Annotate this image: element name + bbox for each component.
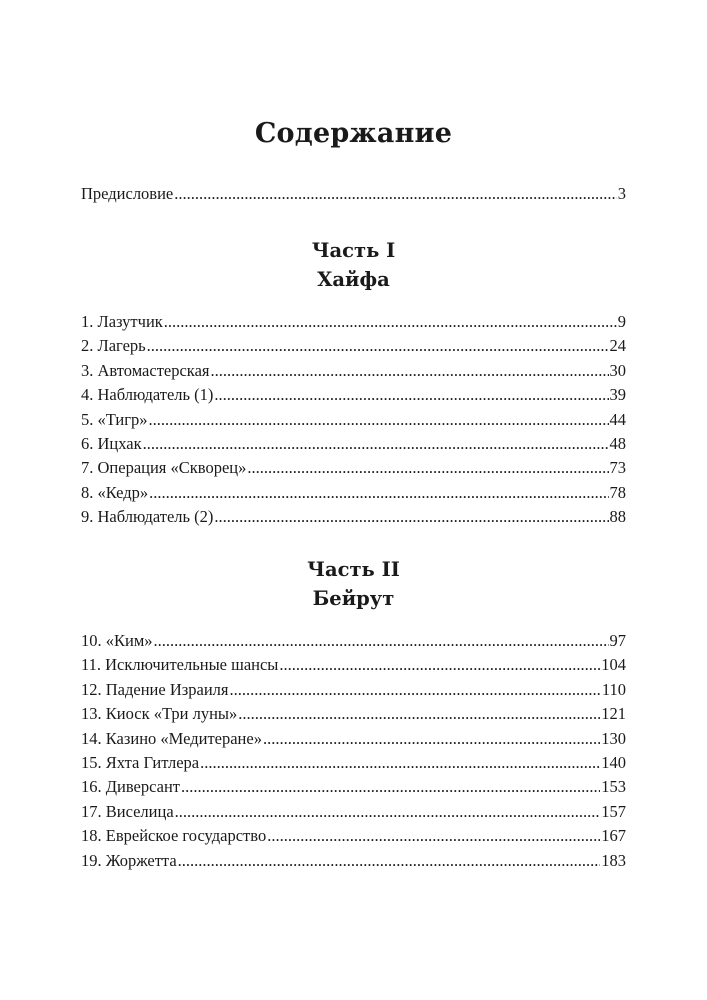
toc-entry[interactable] — [81, 312, 626, 336]
toc-entry-label: 14. Казино «Медитеране» — [81, 728, 262, 748]
dot-leader — [154, 631, 609, 651]
toc-entry-page: 167 — [601, 826, 626, 846]
part-1-heading — [0, 236, 707, 294]
toc-entry[interactable] — [81, 507, 626, 531]
toc-entry-page: 183 — [601, 850, 626, 870]
part-2-name: Бейрут — [312, 587, 395, 610]
dot-leader — [147, 336, 609, 356]
toc-entry-page: 73 — [609, 458, 626, 478]
toc-entry-page: 153 — [601, 777, 626, 797]
dot-leader — [200, 753, 600, 773]
toc-entry-page: 130 — [601, 728, 626, 748]
toc-entry-label: 10. «Ким» — [81, 631, 153, 650]
toc-entry-page: 110 — [601, 679, 626, 699]
toc-entry-label: 13. Киоск «Три луны» — [81, 704, 238, 724]
toc-entry[interactable] — [81, 802, 626, 826]
toc-entry-page: 157 — [601, 801, 626, 821]
toc-entry[interactable] — [81, 483, 626, 507]
toc-entry-page: 78 — [609, 482, 626, 502]
part-2-label: Часть II — [307, 558, 400, 581]
dot-leader — [279, 655, 600, 675]
toc-entry-page: 48 — [609, 433, 626, 453]
toc-entry-label: 1. Лазутчик — [81, 312, 163, 331]
toc-entry-page: 9 — [617, 312, 626, 331]
dot-leader — [267, 826, 600, 846]
toc-entry-label: 7. Операция «Скворец» — [81, 458, 247, 478]
toc-entry-label: Предисловие — [81, 184, 174, 203]
dot-leader — [149, 410, 609, 430]
toc-entry-page: 30 — [609, 360, 626, 380]
dot-leader — [238, 704, 600, 724]
toc-entry-label: 18. Еврейское государство — [81, 826, 267, 846]
toc-entry-label: 15. Яхта Гитлера — [81, 752, 200, 772]
toc-entry-label: 16. Диверсант — [81, 777, 180, 797]
toc-entry[interactable] — [81, 729, 626, 753]
part-2-chapters — [81, 631, 626, 875]
dot-leader — [175, 802, 601, 822]
toc-entry[interactable] — [81, 361, 626, 385]
preface-block — [81, 184, 626, 208]
toc-entry-label: 4. Наблюдатель (1) — [81, 385, 214, 405]
dot-leader — [149, 483, 608, 503]
toc-entry[interactable] — [81, 458, 626, 482]
dot-leader — [214, 385, 608, 405]
toc-entry[interactable] — [81, 434, 626, 458]
toc-entry[interactable] — [81, 704, 626, 728]
toc-entry-page: 88 — [609, 507, 626, 527]
part-1-name: Хайфа — [317, 268, 390, 291]
dot-leader — [214, 507, 608, 527]
toc-entry-label: 12. Падение Израиля — [81, 679, 229, 699]
toc-entry[interactable] — [81, 655, 626, 679]
toc-entry-page: 97 — [609, 631, 626, 650]
toc-entry-label: 8. «Кедр» — [81, 482, 149, 502]
toc-entry-label: 5. «Тигр» — [81, 409, 148, 429]
toc-entry-label: 6. Ицхак — [81, 433, 142, 453]
toc-entry-label: 19. Жоржетта — [81, 850, 177, 870]
toc-entry-label: 17. Виселица — [81, 801, 174, 821]
toc-entry-page: 3 — [617, 184, 626, 203]
toc-entry[interactable] — [81, 336, 626, 360]
dot-leader — [143, 434, 609, 454]
dot-leader — [164, 312, 617, 332]
dot-leader — [247, 458, 608, 478]
toc-entry-page: 24 — [609, 336, 626, 356]
dot-leader — [181, 777, 600, 797]
toc-entry-page: 104 — [601, 655, 626, 675]
toc-entry[interactable] — [81, 826, 626, 850]
dot-leader — [178, 851, 601, 871]
toc-entry[interactable] — [81, 385, 626, 409]
part-1-chapters — [81, 312, 626, 532]
toc-entry-label: 9. Наблюдатель (2) — [81, 507, 214, 527]
toc-entry-label: 11. Исключительные шансы — [81, 655, 279, 675]
toc-entry-page: 44 — [609, 409, 626, 429]
toc-entry-preface[interactable] — [81, 184, 626, 208]
toc-entry[interactable] — [81, 631, 626, 655]
toc-entry-page: 39 — [609, 385, 626, 405]
toc-entry-label: 2. Лагерь — [81, 336, 146, 356]
dot-leader — [211, 361, 609, 381]
toc-entry[interactable] — [81, 410, 626, 434]
toc-entry[interactable] — [81, 777, 626, 801]
dot-leader — [263, 729, 600, 749]
part-1-label: Часть I — [311, 239, 396, 262]
toc-entry[interactable] — [81, 851, 626, 875]
dot-leader — [174, 184, 617, 204]
page-title: Содержание — [254, 118, 453, 149]
toc-entry-label: 3. Автомастерская — [81, 360, 210, 380]
part-2-heading — [0, 555, 707, 613]
toc-entry-page: 140 — [601, 752, 626, 772]
toc-entry-page: 121 — [601, 704, 626, 724]
toc-entry[interactable] — [81, 753, 626, 777]
toc-entry[interactable] — [81, 680, 626, 704]
dot-leader — [229, 680, 600, 700]
